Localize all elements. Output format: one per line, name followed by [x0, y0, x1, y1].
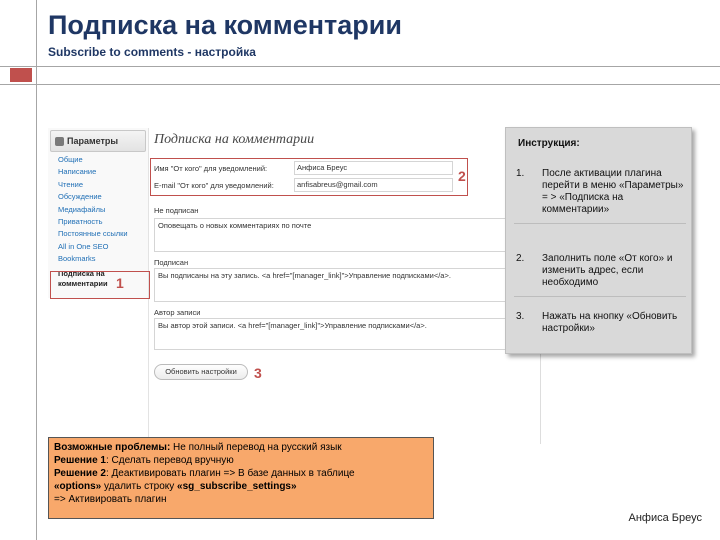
instruction-title: Инструкция: [518, 138, 580, 149]
author-textarea[interactable]: Вы автор этой записи. <a href="[manager_link]">Управление подписками</a>. [154, 318, 508, 350]
marker-2-highlight [150, 158, 468, 196]
wp-menu-item[interactable]: Чтение [58, 179, 84, 189]
accent-square [10, 68, 32, 82]
not-subscribed-label: Не подписан [154, 206, 199, 215]
settings-icon [55, 137, 64, 146]
header-rule-bottom [0, 84, 720, 85]
screenshot-edge [540, 348, 541, 444]
slide-author: Анфиса Бреус [628, 512, 702, 524]
update-settings-button[interactable]: Обновить настройки [154, 364, 248, 380]
wp-menu-item[interactable]: Подписка на комментарии [58, 268, 108, 288]
wp-menu-item[interactable]: All in One SEO [58, 241, 109, 251]
slide-title: Подписка на комментарии [48, 10, 402, 40]
wp-menu-item[interactable]: Медиафайлы [58, 204, 106, 214]
slide-subtitle: Subscribe to comments - настройка [48, 45, 256, 59]
subscribed-label: Подписан [154, 258, 189, 267]
author-label: Автор записи [154, 308, 201, 317]
from-name-input[interactable]: Анфиса Бреус [294, 161, 453, 175]
from-email-label: E-mail "От кого" для уведомлений: [154, 181, 274, 190]
wp-menu-item[interactable]: Обсуждение [58, 192, 102, 202]
wp-menu-item[interactable]: Bookmarks [58, 254, 96, 264]
left-vertical-rule [36, 0, 37, 540]
wp-menu-item[interactable]: Приватность [58, 217, 103, 227]
wp-menu-empty-area [48, 298, 149, 444]
problems-line-4: «options» удалить строку «sg_subscribe_settings» [54, 481, 297, 492]
problems-line-2: Решение 1: Сделать перевод вручную [54, 455, 234, 466]
wp-menu-item[interactable]: Общие [58, 155, 83, 164]
marker-1: 1 [116, 275, 124, 291]
marker-3: 3 [254, 365, 262, 381]
from-name-label: Имя "От кого" для уведомлений: [154, 164, 268, 173]
problems-line-1: Возможные проблемы: Не полный перевод на русский язык [54, 442, 342, 453]
not-subscribed-textarea[interactable]: Оповещать о новых комментариях по почте [154, 218, 508, 252]
wp-page-heading: Подписка на комментарии [154, 132, 315, 147]
marker-1-highlight [50, 271, 150, 299]
problems-line-3: Решение 2: Деактивировать плагин => В базе данных в таблице [54, 468, 355, 479]
problems-line-5: => Активировать плагин [54, 494, 167, 505]
from-email-input[interactable]: anfisabreus@gmail.com [294, 178, 453, 192]
subscribed-textarea[interactable]: Вы подписаны на эту запись. <a href="[manager_link]">Управление подписками</a>. [154, 268, 508, 302]
wp-menu-item[interactable]: Постоянные ссылки [58, 229, 128, 239]
marker-2: 2 [458, 168, 466, 184]
instruction-callout [505, 127, 692, 354]
wp-menu-header[interactable]: Параметры [50, 130, 146, 152]
instruction-step-3: 3. Нажать на кнопку «Обновить настройки» [516, 311, 678, 334]
problems-box [48, 437, 434, 519]
header-rule-top [0, 66, 720, 67]
instruction-step-1: 1. После активации плагина перейти в меню «Параметры» = > «Подписка на комментарии» [514, 168, 686, 216]
instruction-step-2: 2. Заполнить поле «От кого» и изменить адрес, если необходимо [514, 253, 686, 289]
wp-menu-item[interactable]: Написание [58, 167, 97, 177]
